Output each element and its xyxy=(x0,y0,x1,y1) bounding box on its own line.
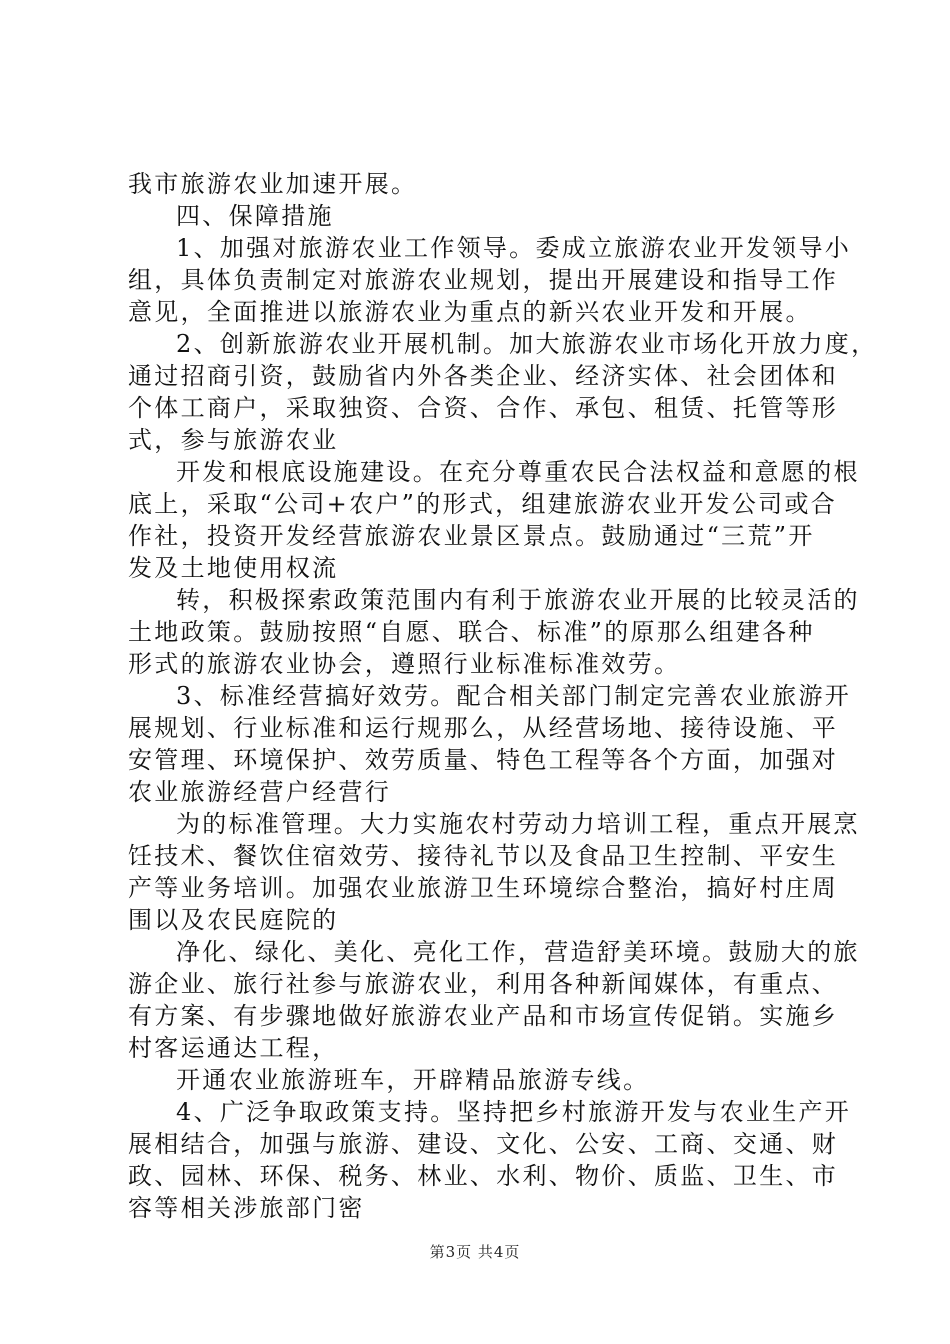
text-line: 4、广泛争取政策支持。坚持把乡村旅游开发与农业生产开 xyxy=(176,1098,852,1126)
text-line: 意见，全面推进以旅游农业为重点的新兴农业开发和开展。 xyxy=(128,298,812,326)
text-line: 组，具体负责制定对旅游农业规划，提出开展建设和指导工作 xyxy=(128,266,839,294)
text-line: 转，积极探索政策范围内有利于旅游农业开展的比较灵活的 xyxy=(176,586,860,614)
text-line: 容等相关涉旅部门密 xyxy=(128,1194,365,1222)
text-line: 开发和根底设施建设。在充分尊重农民合法权益和意愿的根 xyxy=(176,458,860,486)
text-line: 农业旅游经营户经营行 xyxy=(128,778,391,806)
text-line: 形式的旅游农业协会，遵照行业标准标准效劳。 xyxy=(128,650,681,678)
page-footer: 第3页 共4页 xyxy=(429,1243,521,1261)
text-line: 有方案、有步骤地做好旅游农业产品和市场宣传促销。实施乡 xyxy=(128,1002,839,1030)
text-line: 3、标准经营搞好效劳。配合相关部门制定完善农业旅游开 xyxy=(176,682,852,710)
text-line: 2、创新旅游农业开展机制。加大旅游农业市场化开放力度， xyxy=(176,330,878,358)
text-line: 政、园林、环保、税务、林业、水利、物价、质监、卫生、市 xyxy=(128,1162,839,1190)
text-line: 1、加强对旅游农业工作领导。委成立旅游农业开发领导小 xyxy=(176,234,852,262)
body-text xyxy=(128,168,878,1224)
text-line: 展相结合，加强与旅游、建设、文化、公安、工商、交通、财 xyxy=(128,1130,839,1158)
text-line: 通过招商引资，鼓励省内外各类企业、经济实体、社会团体和 xyxy=(128,362,839,390)
text-line: 土地政策。鼓励按照“自愿、联合、标准”的原那么组建各种 xyxy=(128,618,815,646)
text-line: 村客运通达工程， xyxy=(128,1034,339,1062)
text-line: 式，参与旅游农业 xyxy=(128,426,339,454)
text-line: 我市旅游农业加速开展。 xyxy=(128,170,418,198)
text-line: 围以及农民庭院的 xyxy=(128,906,339,934)
text-line: 四、保障措施 xyxy=(176,202,334,230)
text-line: 发及土地使用权流 xyxy=(128,554,339,582)
text-line: 安管理、环境保护、效劳质量、特色工程等各个方面，加强对 xyxy=(128,746,839,774)
text-line: 底上，采取“公司+农户”的形式，组建旅游农业开发公司或合 xyxy=(128,490,838,518)
text-line: 作社，投资开发经营旅游农业景区景点。鼓励通过“三荒”开 xyxy=(128,522,815,550)
text-line: 为的标准管理。大力实施农村劳动力培训工程，重点开展烹 xyxy=(176,810,860,838)
text-line: 开通农业旅游班车，开辟精品旅游专线。 xyxy=(176,1066,650,1094)
text-line: 饪技术、餐饮住宿效劳、接待礼节以及食品卫生控制、平安生 xyxy=(128,842,839,870)
text-line: 产等业务培训。加强农业旅游卫生环境综合整治，搞好村庄周 xyxy=(128,874,839,902)
text-line: 游企业、旅行社参与旅游农业，利用各种新闻媒体，有重点、 xyxy=(128,970,839,998)
text-line: 展规划、行业标准和运行规那么，从经营场地、接待设施、平 xyxy=(128,714,839,742)
text-line: 个体工商户，采取独资、合资、合作、承包、租赁、托管等形 xyxy=(128,394,839,422)
text-line: 净化、绿化、美化、亮化工作，营造舒美环境。鼓励大的旅 xyxy=(176,938,860,966)
